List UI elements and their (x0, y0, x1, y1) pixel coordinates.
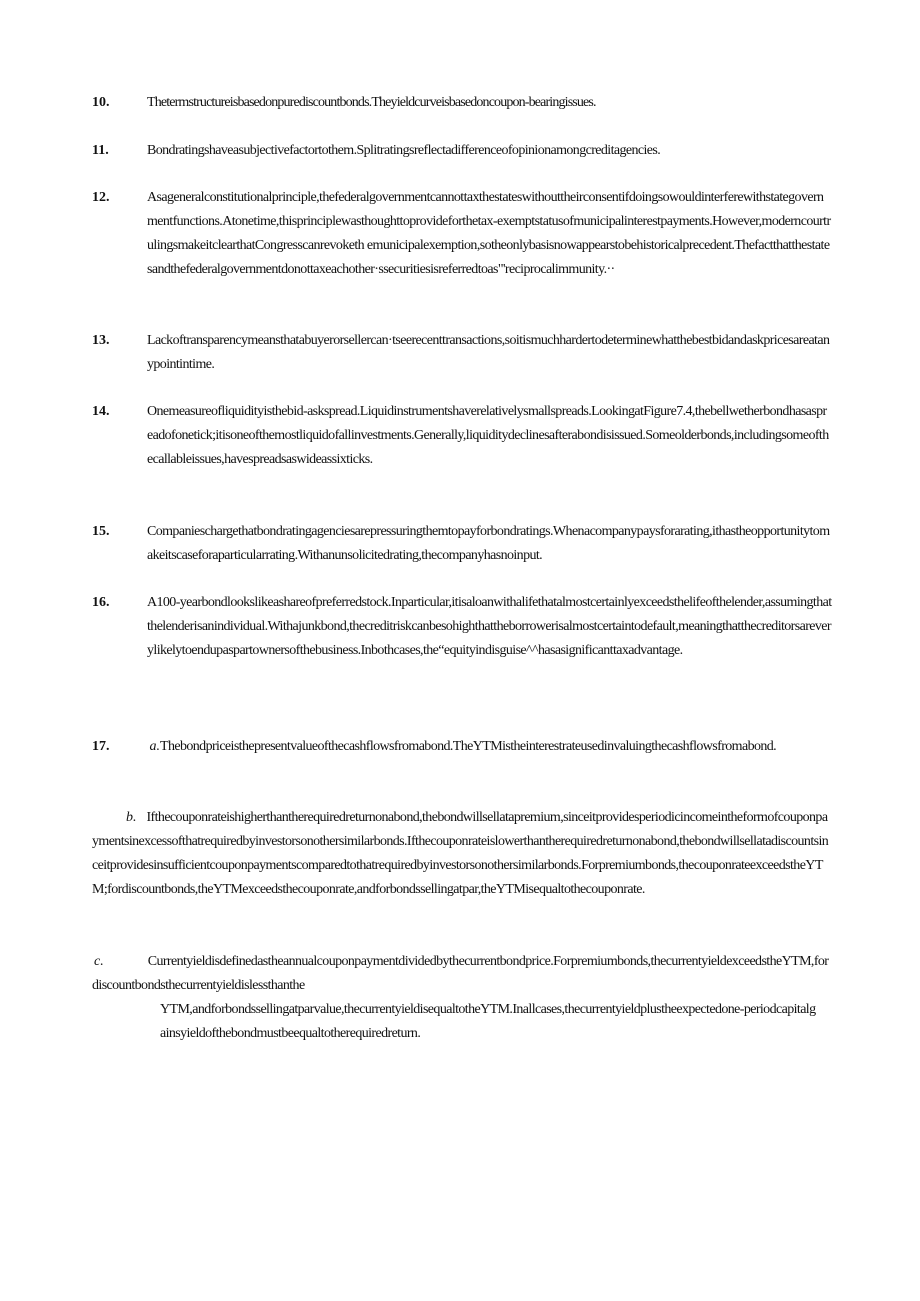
answer-text: A100-yearbondlookslikeashareofpreferredstock.Inparticular,itisaloanwithalifethatalmostcertainlyexceedsthelifeofthelender,assumingthatthelenderisanindividual.Withajunkbond,thecreditriskcanbesohighthattheborrowerisalmostcertaintodefault,meaningthatthecreditorsareverylikelytoendupaspartownersofthebusiness.Inbothcases,the“equityindisguise^^hasasignificanttaxadvantage. (147, 595, 832, 658)
item-number: 13. (92, 333, 110, 348)
answer-10 (92, 91, 832, 115)
answer-text: Bondratingshaveasubjectivefactortothem.Splitratingsreflectadifferenceofopinionamongcreditagencies. (147, 143, 661, 158)
answer-17a (92, 735, 832, 759)
answer-11 (92, 139, 832, 163)
answer-text-b: Ifthecouponrateishigherthantherequiredreturnonabond,thebondwillsellatapremium,sinceitprovidesperiodicincomeintheformofcouponpaymentsinexcessofthatrequiredbyinvestorsonothersimilarbonds.Ifthecouponrateislowerthantherequiredreturnonabond,thebondwillsellatadiscountsinceitprovidesinsufficientcouponpaymentscomparedtothatrequiredbyinvestorsonothersimilarbonds.Forpremiumbonds,thecouponrateexceedstheYTM;fordiscountbonds,theYTMexceedsthecouponrate,andforbondssellingatpar,theYTMisequaltothecouponrate. (92, 810, 829, 897)
item-number: 14. (92, 404, 110, 419)
answer-14 (92, 400, 832, 472)
answer-text: Onemeasureofliquidityisthebid-askspread.Liquidinstrumentshaverelativelysmallspreads.LookingatFigure7.4,thebellwetherbondhasaspreadofonetick;itisoneofthemostliquidofallinvestments.Generally,liquiditydeclinesafterabondisissued.Someolderbonds,includingsomeofthecallableissues,havespreadsaswideassixticks. (147, 404, 829, 467)
item-number: 12. (92, 190, 110, 205)
answer-text: Asageneralconstitutionalprinciple,thefederalgovernmentcannottaxthestateswithouttheirconsentifdoingsowouldinterferewithstategovernmentfunctions.Atonetime,thisprinciplewasthoughttoprovideforthetax-exemptstatusofmunicipalinterestpayments.However,moderncourtrulingsmakeitclearthatCongresscanrevoketh emunicipalexemption,sotheonlybasisnowappearstobehistoricalprecedent.Thefactthatthestatesandthefederalgovernmentdonottaxeachother·ssecuritiesisreferredtoas"'reciprocalimmunity.·· (147, 190, 831, 277)
answer-text-c: Currentyieldisdefinedastheannualcouponpaymentdividedbythecurrentbondprice.Forpremiumbonds,thecurrentyieldexceedstheYTM,fordiscountbondsthecurrentyieldislessthanthe (92, 954, 829, 993)
answer-12 (92, 186, 832, 282)
item-number: 15. (92, 524, 110, 539)
item-number: 17. (92, 739, 110, 754)
answer-text-a: Thebondpriceisthepresentvalueofthecashflowsfromabond.TheYTMistheinterestrateusedinvaluingthecashflowsfromabond. (160, 739, 777, 754)
answer-15 (92, 520, 832, 568)
answer-text: Companieschargethatbondratingagenciesarepressuringthemtopayforbondratings.Whenacompanypaysforarating,ithastheopportunitytomakeitscaseforaparticularrating.Withanunsolicitedrating,thecompanyhasnoinput. (147, 524, 830, 563)
answer-text: Lackoftransparencymeansthatabuyerorsellercan·tseerecenttransactions,soitismuchhardertodeterminewhatthebestbidandaskpricesareatanypointintime. (147, 333, 830, 372)
answer-13 (92, 329, 832, 377)
answer-16 (92, 591, 832, 663)
sub-label-a: a. (149, 739, 160, 754)
answer-17c-continued: YTM,andforbondssellingatparvalue,thecurrentyieldisequaltotheYTM.Inallcases,thecurrentyieldplustheexpectedone-periodcapitalgainsyieldofthebondmustbeequaltotherequiredreturn. (160, 1002, 816, 1041)
item-number: 16. (92, 595, 110, 610)
answer-17b (92, 806, 832, 902)
item-number: 11. (92, 143, 109, 158)
answer-text: Thetermstructureisbasedonpurediscountbonds.Theyieldcurveisbasedoncoupon-bearingissues. (147, 95, 596, 110)
answer-17c (92, 950, 832, 998)
item-number: 10. (92, 95, 110, 110)
sub-label-c: c. (94, 954, 104, 969)
sub-label-b: b. (126, 810, 137, 825)
